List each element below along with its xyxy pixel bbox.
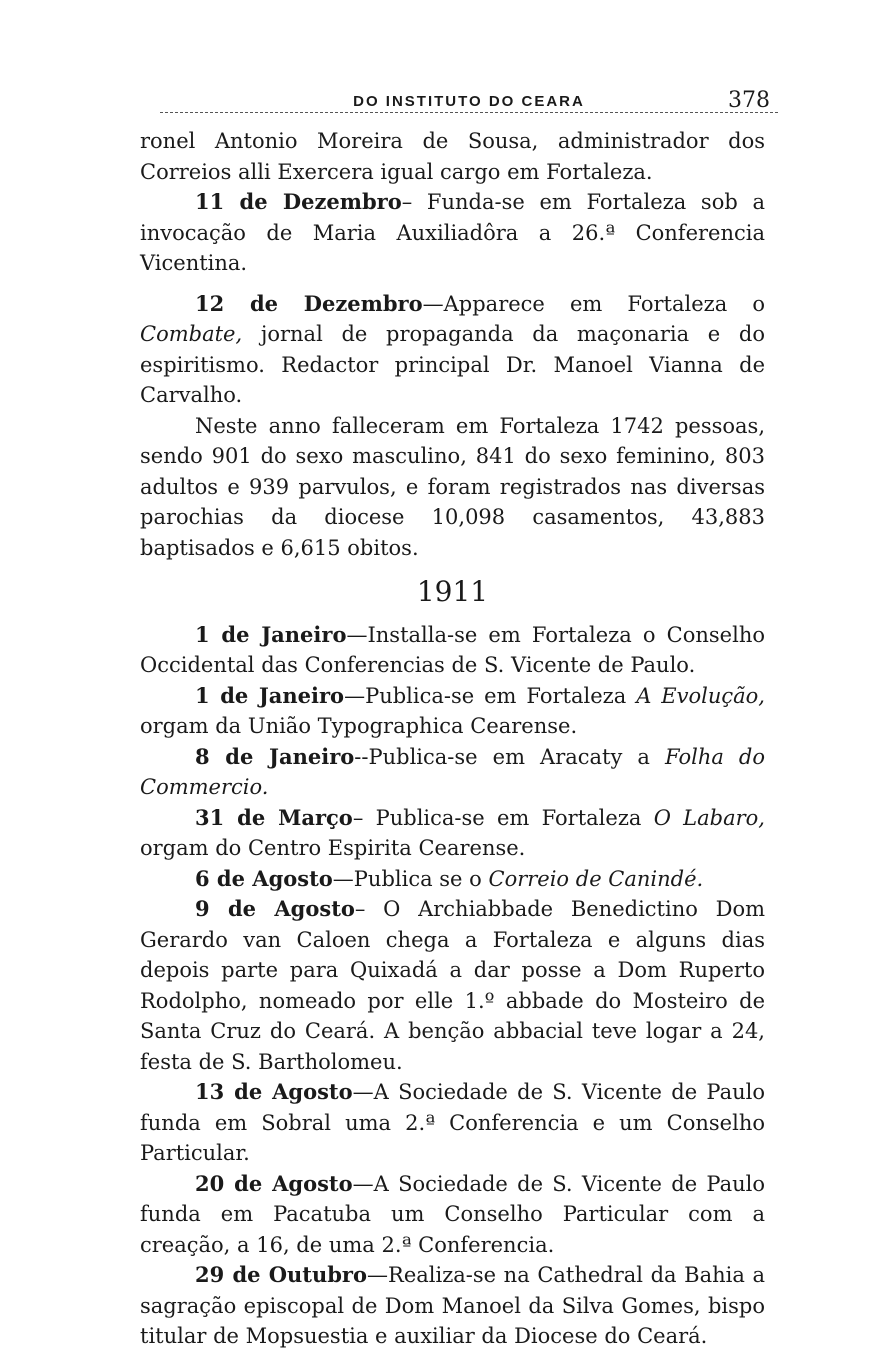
entry-paragraph [140,289,765,411]
entry-text: —Apparece em Fortaleza o [422,291,765,316]
entry-italic: Correio de Canindé. [488,866,704,891]
entry-paragraph [140,864,765,895]
entry-paragraph [140,803,765,864]
entry-date: 20 de Agosto [195,1170,353,1196]
entry-date: 11 de Dezembro [195,189,402,214]
entry-date: 13 de Agosto [195,1079,353,1104]
entry-date: 8 de Janeiro [195,743,355,769]
entry-text: —Realiza-se na Cathedral da Bahia a sagração episcopal de Dom Manoel da Silva Gomes, bispo titular de Mopsuestia e auxiliar da Diocese do Ceará. [140,1263,765,1348]
entry-paragraph [140,681,765,742]
entry-paragraph [140,894,765,1077]
entry-paragraph [140,620,765,681]
entry-paragraph [140,411,765,564]
entry-text: – Funda-se em Fortaleza sob a invocação de Maria Auxiliadôra a 26.ª Conferencia Vicentina. [140,190,765,275]
entry-date: 12 de Dezembro [195,290,423,316]
running-header [160,84,778,113]
entry-italic: Folha do Commercio. [140,744,766,799]
entry-date: 31 de Março [195,804,353,830]
entry-text: – O Archiabbade Benedictino Dom Gerardo van Caloen chega a Fortaleza e alguns dias depois parte para Quixadá a dar posse a Dom Ruperto Rodolpho, nomeado por elle 1.º abbade do Mosteiro de Santa Cruz do Ceará. A benção abbacial teve logar a 24, festa de S. Bartholomeu. [140,897,765,1074]
entry-text-cont: jornal de propaganda da maçonaria e do espiritismo. Redactor principal Dr. Manoel Vianna de Carvalho. [140,322,765,407]
entry-text: —A Sociedade de S. Vicente de Paulo funda em Sobral uma 2.ª Conferencia e um Conselho Particular. [140,1080,765,1165]
page-number: 378 [728,88,770,113]
entry-text: —Publica se o [332,866,482,891]
entry-text-cont: orgam da União Typographica Cearense. [140,714,578,738]
entry-paragraph [140,1169,765,1261]
entry-date: 6 de Agosto [195,865,333,891]
entry-date: 9 de Agosto [195,896,355,921]
entry-text: --Publica-se em Aracaty a [354,744,650,769]
page-body [140,126,765,1352]
entry-date: 29 de Outubro [195,1262,368,1287]
entry-date: 1 de Janeiro [195,621,347,647]
entry-text: —A Sociedade de S. Vicente de Paulo funda em Pacatuba um Conselho Particular com a creação, a 16, de uma 2.ª Conferencia. [140,1171,765,1257]
entry-text: Neste anno falleceram em Fortaleza 1742 pessoas, sendo 901 do sexo masculino, 841 do sexo feminino, 803 adultos e 939 parvulos, e foram registrados nas diversas parochias da diocese 10,098 casamentos, 43,883 baptisados e 6,615 obitos. [140,413,765,560]
entry-paragraph [140,1260,765,1352]
header-title: DO INSTITUTO DO CEARA [353,93,585,110]
entry-date: 1 de Janeiro [195,682,345,708]
entry-paragraph [140,187,765,279]
entry-italic: O Labaro, [653,805,765,830]
entry-text-cont: orgam do Centro Espirita Cearense. [140,836,526,860]
entry-paragraph [140,1077,765,1169]
paragraph-text: ronel Antonio Moreira de Sousa, administrador dos Correios alli Exercera igual cargo em Fortaleza. [140,129,765,184]
entry-text: —Publica-se em Fortaleza [344,683,627,708]
entry-italic: A Evolução, [636,683,765,708]
entry-text: – Publica-se em Fortaleza [352,805,642,830]
year-heading: 1911 [416,575,489,608]
entry-text: —Installa-se em Fortaleza o Conselho Occidental das Conferencias de S. Vicente de Paulo. [140,622,765,677]
entry-italic: Combate, [140,322,243,346]
paragraph-continuation [140,126,765,187]
entry-paragraph [140,742,765,803]
